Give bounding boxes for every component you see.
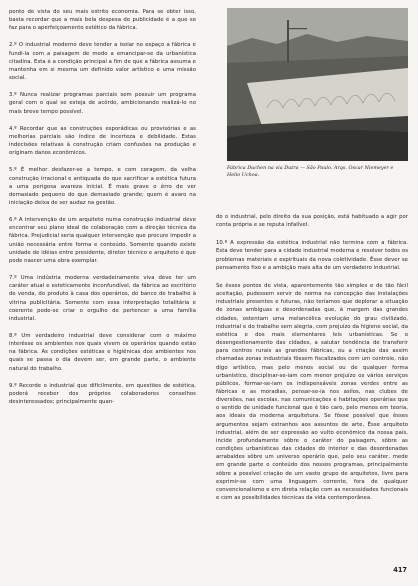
paragraph: 3.º Nunca realizar programas parciais sem possuir um programa geral com o qual se esteja de acôrdo, ambicionando realizá-lo no mais breve tempo possível. [9,92,196,115]
paragraph: ponto de vista do seu mais estrito economia. Para se obter isso, basta recordar que a mais bela despesa de publicidade é a que se faz para o aperfeiçoamento estético da fábrica. [9,9,196,32]
paragraph: 7.º Uma indústria moderna verdadeiramente viva deve ter um caráter atual e esteticamente inconfundível, da fábrica ao escritório de venda, do produto à casa dos operários, do banco de trabalho à vitrina publicitária. Somente com essa interpretação totalitária e coerente pode-se criar o orgulho de pertencer a uma família industrial. [9,275,196,322]
right-text-column [216,213,408,512]
page-number: 417 [393,566,407,574]
paragraph: 5.º É melhor desfazer-se a tempo, e com coragem, da velha construção irracional e antiquada do que sacrificar a estética futura a uma perigosa avareza inicial. É mais grave o êrro de ver demasiado pequeno do que demasiado grande; quem é avaro na iniciação deixa de ser audaz na gestão. [9,167,196,206]
paragraph: Se êsses pontos de vista, aparentemente tão simples e de tão fácil aceitação, pudessem servir de norma na concepção das instalações industriais presentes e futuras, não teríamos que deplorar a situação de zonas ambíguas e desordenadas que, à margem das grandes cidades, ostentam uma melancólica evolução do grau civilizado, industrial e do trabalho sem alegria, com prejuízo da higiene social, da estética e dos mais elementares leis urbanísticas. Se o desengestionamento das cidades, a salutar tendência de transferir para centros rurais as grandes fábricas, ou a criação das assim chamadas zonas industriais fôssem fiscalizados com um controle, não digo artístico, mas pelo menos social ou de qualquer forma urbanístico, disciplinar-se-iam com menor prejuízo os vários serviços públicos, formar-se-iam os indispensáveis zonas verdes entre as fábricas e as moradias, pensar-se-ia nos asilos, nas clubes de diversões, nas escolas, nas comunicações e habitações operárias que o sentido de unidade funcional que é tão caro, pelo menos em teoria, aos ideais da moderna arquitetura. Se fôsse possível que êsses argumentos sejam estranhos aos assuntos de arte, Êsse arquiteto industrial, além de ser expressão ao vulto econômico da nossa país, incide profundamente sôbre o caráter do paisagem, sôbre as condições urbanísticas das cidades do interior e das desordenadas arrabaldes sôbre um universo operário que, pelo seu caráter, mede em grande parte o conteúdo dos nossos programas, principalmente sôbre a possível criação de um vasto grupo de arquitetos, livre para exprimir-se com uma linguagem corrente, fora de qualquer convencionalismo e em direta relação com as necessidades funcionais e com as possibilidades técnicas da vida contemporânea. [216,282,408,501]
paragraph: 9.º Recorde o industrial que dificilmente, em questões de estética, poderá receber dos próprios colaboradores conselhos desinteressados; principalmente quan- [9,382,196,406]
photo-caption: Fábrica Duchen na via Dutra — São Paulo. Arqs. Oscar Niemeyer e Helio Uchoa. [227,165,394,179]
paragraph: 2.º O industrial moderno deve tender a isolar no espaço a fábrica e fundi-la com a paisagem de modo a emancipar-se da urbanística citadina. Esta é a condição principal a fim de que a fábrica assuma e mantenha em si mesma um definido valor artístico e uma missão social. [9,42,196,82]
paragraph: 4.º Recordar que as construções esporádicas ou provisórias e as melhorias parciais são índice de incerteza e debilidade. Estas indecisões relativas à construção criam confusões na produção e originam danos econômicos. [9,125,196,157]
paragraph: 10.º A expressão da estética industrial não termina com a fábrica. Esta deve tender para a cidade industrial moderna e resolver todos os problemas materiais e espirituais da nova coletividade. Êsse dever se pensamento fixo e a ambição mais alta de um verdadeiro industrial. [216,240,408,271]
left-text-column [9,8,196,415]
paragraph: do o industrial, pelo direito da sua posição, está habituado a agir por conta própria e se reputa infalível. [216,214,408,229]
factory-photo-illustration [227,8,408,161]
paragraph: 6.º A intervenção de um arquiteto numa construção industrial deve encontrar seu plano ideal de colaboração com a direção técnica da fábrica. Prejudicial seria qualquer intervenção que procure impedir a união necessária entre forma e conteúdo. Somente quando existe unidade de idéias entre presidente, diretor técnico e arquiteto é que pode nascer uma obra exemplar. [9,217,196,264]
paragraph: 8.º Um verdadeiro industrial deve considerar com o máximo interêsse os ambientes nos quais vivem os operários quando estão na fábrica. As condições estéticas e higiênicas dos ambientes nos quais se passa o dia devem ser, em grande parte, o ambiente natural do trabalho. [9,333,196,372]
factory-photograph [227,8,408,161]
